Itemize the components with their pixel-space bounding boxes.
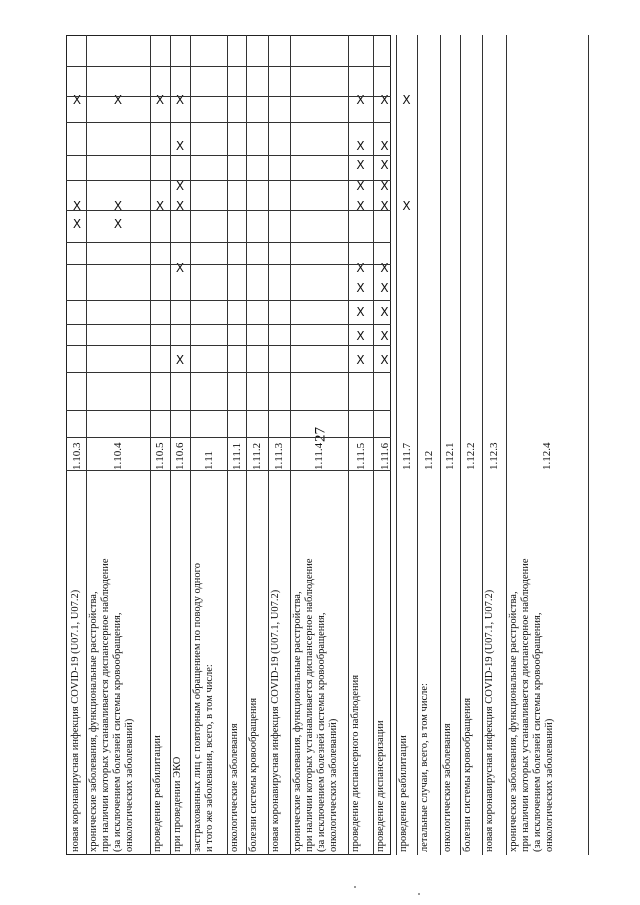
table-grid-line	[66, 210, 391, 211]
row-label: новая коронавирусная инфекция COVID-19 (U07.1, U07.2)	[70, 589, 81, 852]
row-separator	[190, 35, 191, 855]
row-separator	[170, 35, 171, 855]
cross-mark: X	[175, 353, 185, 367]
cross-mark: X	[175, 199, 185, 213]
table-grid-line	[66, 345, 391, 346]
cross-mark: X	[72, 217, 82, 231]
row-label: проведение реабилитации	[152, 735, 163, 852]
row-separator	[150, 35, 151, 855]
row-code: 1.12.3	[488, 442, 500, 470]
table-grid-line	[66, 242, 391, 243]
cross-mark: X	[380, 199, 389, 213]
row-label: хронические заболевания, функциональные расстройства, при наличии которых устанавливается диспансерное наблюдение (за исключением болезней системы кровообращения, онкологических заболеваний)	[88, 558, 135, 852]
table-grid-line	[66, 180, 391, 181]
cross-mark: X	[380, 261, 389, 275]
row-label: при проведении ЭКО	[172, 756, 183, 852]
row-code: 1.11.1	[230, 442, 243, 470]
cross-mark: X	[356, 199, 365, 213]
table-grid-line	[66, 264, 391, 265]
cross-mark: X	[356, 139, 365, 153]
row-separator	[373, 35, 374, 855]
row-code: 1.11.3	[273, 442, 285, 470]
row-label: болезни системы кровообращения	[462, 697, 473, 852]
row-separator	[86, 35, 87, 855]
row-label: онкологические заболевания	[442, 723, 453, 852]
cross-mark: X	[380, 353, 389, 367]
cross-mark: X	[113, 199, 123, 213]
cross-mark: X	[356, 281, 365, 295]
cross-mark: X	[356, 261, 365, 275]
row-code: 1.11.7	[400, 442, 413, 470]
scan-speck	[354, 886, 356, 888]
row-code: 1.11	[202, 451, 215, 470]
cross-mark: X	[356, 329, 365, 343]
cross-mark: X	[175, 179, 185, 193]
cross-mark: X	[356, 93, 365, 107]
row-code: 1.10.6	[174, 442, 186, 470]
row-code: 1.12.2	[465, 442, 477, 470]
row-separator	[348, 35, 349, 855]
row-label: болезни системы кровообращения	[248, 697, 259, 852]
cross-mark: X	[356, 179, 365, 193]
row-code: 1.10.3	[71, 442, 83, 470]
row-label: онкологические заболевания	[229, 723, 240, 852]
table-grid-line	[66, 300, 391, 301]
cross-mark: X	[402, 199, 411, 213]
cross-mark: X	[155, 93, 165, 107]
cross-mark: X	[356, 158, 365, 172]
table-grid-line	[66, 372, 391, 373]
row-label: проведение диспансеризации	[375, 720, 386, 852]
row-separator	[268, 35, 269, 855]
table-grid-line	[66, 470, 391, 471]
row-separator	[588, 35, 589, 855]
row-separator	[227, 35, 228, 855]
cross-mark: X	[380, 158, 389, 172]
row-code: 1.10.5	[154, 442, 166, 470]
row-label: новая коронавирусная инфекция COVID-19 (U07.1, U07.2)	[484, 589, 495, 852]
table-grid-line	[66, 437, 391, 438]
row-separator	[506, 35, 507, 855]
row-separator	[440, 35, 441, 855]
row-code: 1.11.4	[313, 442, 325, 470]
cross-mark: X	[175, 93, 185, 107]
row-code: 1.11.2	[251, 442, 263, 470]
cross-mark: X	[175, 139, 185, 153]
scan-speck	[418, 893, 420, 895]
page-number: 27	[312, 427, 329, 442]
row-code: 1.11.5	[354, 442, 367, 470]
cross-mark: X	[72, 93, 82, 107]
row-separator	[482, 35, 483, 855]
row-code: 1.12	[422, 450, 435, 470]
row-code: 1.10.4	[112, 442, 124, 470]
cross-mark: X	[155, 199, 165, 213]
cross-mark: X	[113, 217, 123, 231]
cross-mark: X	[72, 199, 82, 213]
row-code: 1.12.4	[541, 442, 553, 470]
row-separator	[290, 35, 291, 855]
cross-mark: X	[175, 261, 185, 275]
row-label: новая коронавирусная инфекция COVID-19 (U07.1, U07.2)	[270, 589, 281, 852]
row-separator	[246, 35, 247, 855]
row-separator	[396, 35, 397, 855]
row-label: проведение диспансерного наблюдения	[350, 674, 361, 852]
table-grid-line	[66, 122, 391, 123]
row-label: застрахованных лиц с повторным обращением по поводу одного и того же заболевания, всего, в том числе:	[192, 563, 215, 852]
row-label: хронические заболевания, функциональные расстройства, при наличии которых устанавливается диспансерное наблюдение (за исключением болезней системы кровообращения, онкологических заболеваний)	[292, 558, 339, 852]
table-grid-line	[66, 96, 391, 97]
cross-mark: X	[380, 179, 389, 193]
row-label: проведение реабилитации	[398, 735, 409, 852]
cross-mark: X	[380, 329, 389, 343]
cross-mark: X	[356, 353, 365, 367]
cross-mark: X	[402, 93, 411, 107]
row-code: 1.11.6	[378, 442, 391, 470]
row-label: летальные случаи, всего, в том числе:	[419, 683, 430, 852]
row-separator	[417, 35, 418, 855]
cross-mark: X	[380, 281, 389, 295]
row-label: хронические заболевания, функциональные расстройства, при наличии которых устанавливается диспансерное наблюдение (за исключением болезней системы кровообращения, онкологических заболеваний)	[508, 558, 555, 852]
cross-mark: X	[356, 305, 365, 319]
cross-mark: X	[380, 305, 389, 319]
cross-mark: X	[113, 93, 123, 107]
row-code: 1.12.1	[444, 442, 456, 470]
table-grid-line	[66, 410, 391, 411]
table-grid-line	[66, 66, 391, 67]
table-grid-line	[66, 155, 391, 156]
cross-mark: X	[380, 139, 389, 153]
row-separator	[460, 35, 461, 855]
cross-mark: X	[380, 93, 389, 107]
table-grid-line	[66, 324, 391, 325]
